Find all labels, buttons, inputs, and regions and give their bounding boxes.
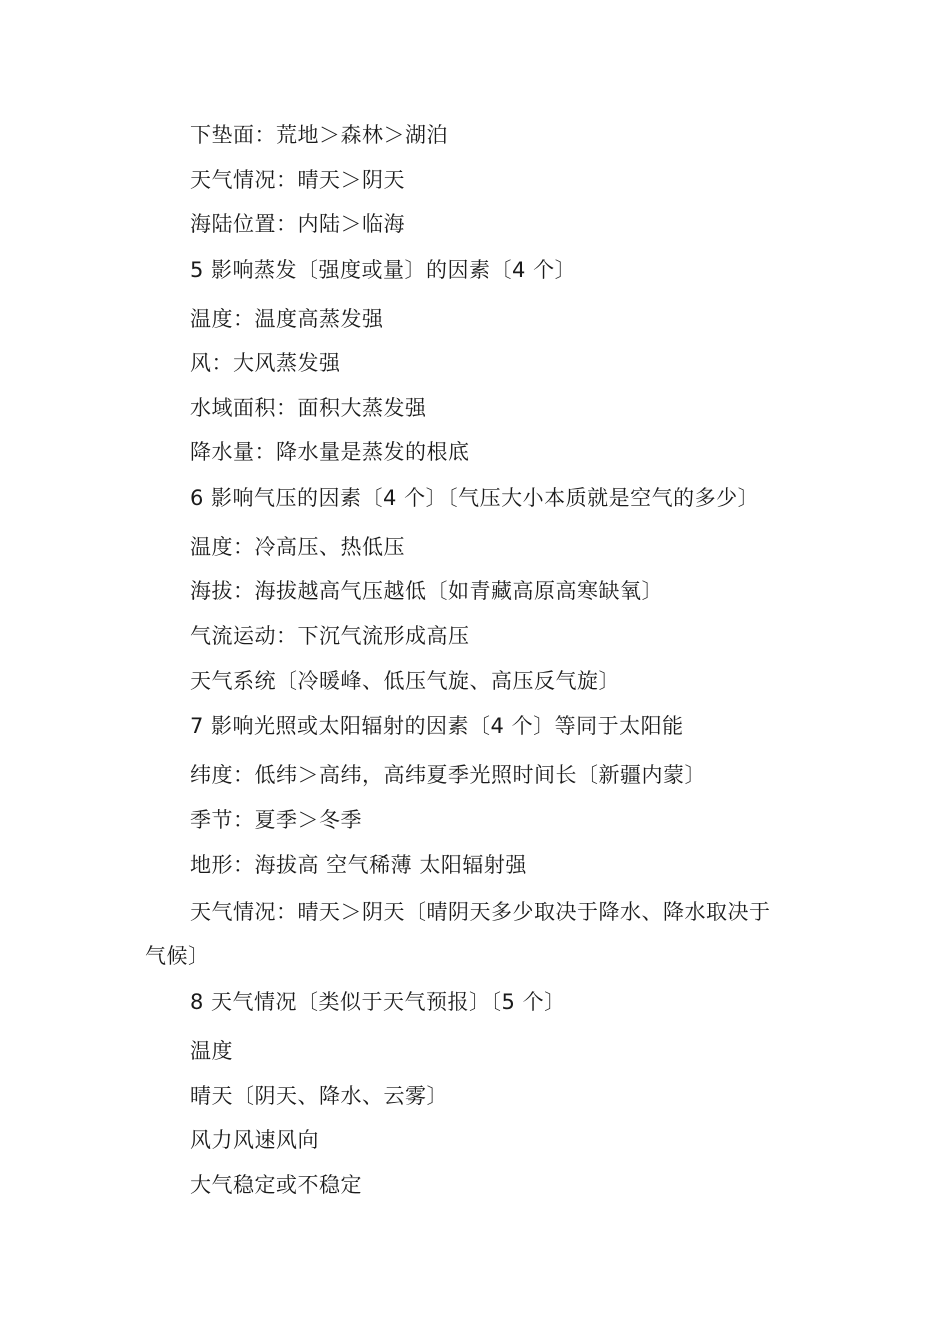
- section-heading: 6 影响气压的因素〔4 个〕〔气压大小本质就是空气的多少〕: [190, 486, 760, 510]
- text-line: 下垫面：荒地＞森林＞湖泊: [190, 123, 448, 147]
- text-line: 天气情况：晴天＞阴天: [190, 168, 405, 192]
- text-line: 海拔：海拔越高气压越低〔如青藏高原高寒缺氧〕: [190, 579, 663, 603]
- text-line: 地形：海拔高 空气稀薄 太阳辐射强: [190, 853, 527, 877]
- text-line: 纬度：低纬＞高纬，高纬夏季光照时间长〔新疆内蒙〕: [190, 763, 706, 787]
- section-heading: 5 影响蒸发〔强度或量〕的因素〔4 个〕: [190, 258, 577, 282]
- text-line: 天气情况：晴天＞阴天〔晴阴天多少取决于降水、降水取决于: [190, 900, 771, 924]
- section-heading: 7 影响光照或太阳辐射的因素〔4 个〕等同于太阳能: [190, 714, 684, 738]
- text-line: 水域面积：面积大蒸发强: [190, 396, 427, 420]
- text-line: 风：大风蒸发强: [190, 351, 341, 375]
- text-line: 海陆位置：内陆＞临海: [190, 212, 405, 236]
- text-line: 温度：温度高蒸发强: [190, 307, 384, 331]
- text-line-continuation: 气候〕: [145, 944, 210, 968]
- text-line: 降水量：降水量是蒸发的根底: [190, 440, 470, 464]
- text-line: 季节：夏季＞冬季: [190, 808, 362, 832]
- text-line: 风力风速风向: [190, 1128, 319, 1152]
- text-line: 温度：冷高压、热低压: [190, 535, 405, 559]
- text-line: 晴天〔阴天、降水、云雾〕: [190, 1084, 448, 1108]
- text-line: 温度: [190, 1039, 233, 1063]
- section-heading: 8 天气情况〔类似于天气预报〕〔5 个〕: [190, 990, 566, 1014]
- text-line: 天气系统〔冷暖峰、低压气旋、高压反气旋〕: [190, 669, 620, 693]
- text-line: 大气稳定或不稳定: [190, 1173, 362, 1197]
- text-line: 气流运动：下沉气流形成高压: [190, 624, 470, 648]
